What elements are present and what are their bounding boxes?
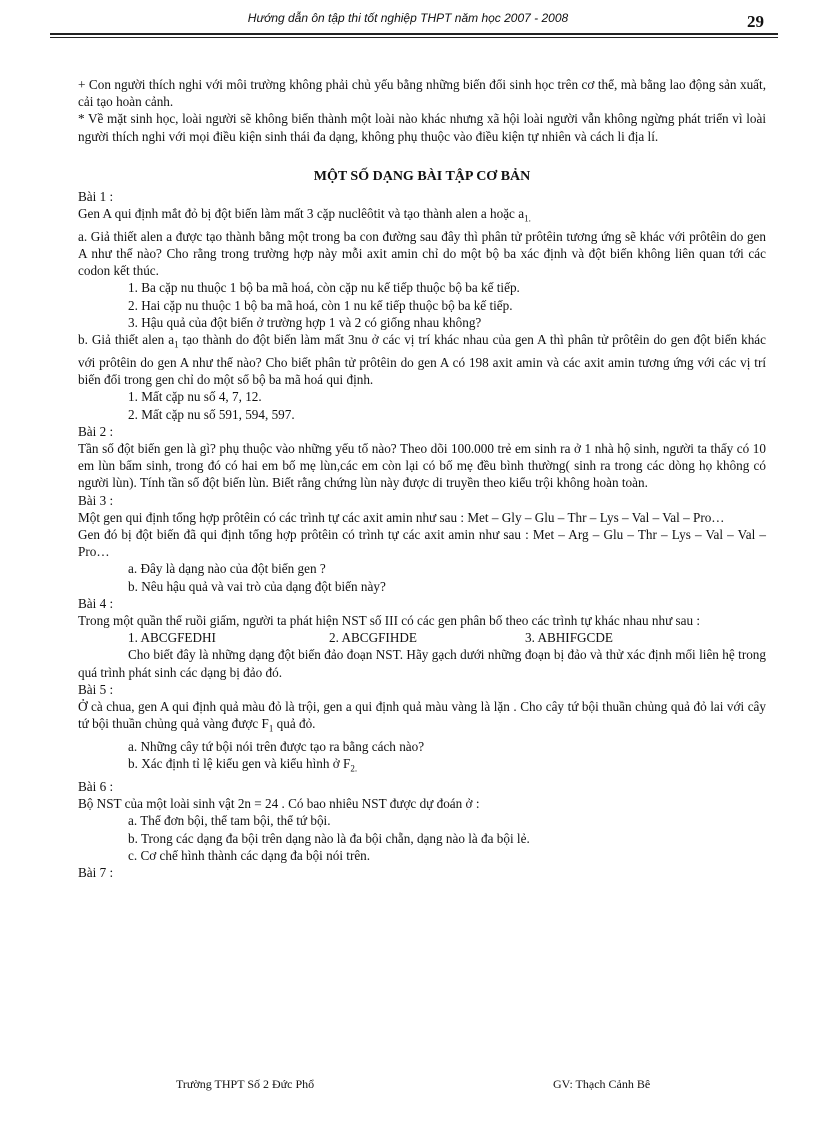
bai3-label: Bài 3 :: [78, 492, 114, 508]
bai1-b-item-1: 1. Mất cặp nu số 4, 7, 12.: [128, 389, 262, 405]
bai6-label: Bài 6 :: [78, 779, 114, 795]
bai2-text: Tần số đột biến gen là gì? phụ thuộc vào những yếu tố nào? Theo dõi 100.000 trẻ em sinh ra ở 1 nhà hộ sinh, người ta thấy có 10 em lùn bẩm sinh, trong đó có hai em bố mẹ lùn,các em còn lại có bố mẹ đều bình thường( sinh ra trong các dòng họ không có người lùn). Tính tần số đột biến lùn. Biết rằng chứng lùn này được di truyền theo kiểu trội không hoàn toàn.: [78, 440, 766, 491]
bai1-part-b: b. Giả thiết alen $a_1$ tạo thành do đột biến làm mất 3nu ở các vị trí khác nhau của gen A thì phân tử prôtêin do gen đột biến khác với prôtêin do gen A như thế nào? Cho biết phân tử prôtêin do gen A có 198 axit amin và các axit amin tương ứng với các vị trí biến đổi trong gen chỉ do một số bộ ba mã hoá qui định.: [78, 332, 766, 388]
bai6-item-b: b. Trong các dạng đa bội trên dạng nào là đa bội chẵn, dạng nào là đa bội lẻ.: [128, 830, 530, 846]
bai3-paragraph-2: Gen đó bị đột biến đã qui định tổng hợp prôtêin có trình tự các axit amin như sau : Met – Arg – Glu – Thr – Lys – Val – Val – Pro…: [78, 526, 766, 560]
footer-school: Trường THPT Số 2 Đức Phổ: [176, 1077, 315, 1091]
bai1-a-item-2: 2. Hai cặp nu thuộc 1 bộ ba mã hoá, còn 1 nu kế tiếp thuộc bộ ba kế tiếp.: [128, 297, 513, 313]
bai1-a-item-1: 1. Ba cặp nu thuộc 1 bộ ba mã hoá, còn cặp nu kế tiếp thuộc bộ ba kế tiếp.: [128, 280, 520, 296]
bai1-intro: Gen A qui định mắt đỏ bị đột biến làm mất 3 cặp nuclêôtit và tạo thành alen a hoặc $a_{1.}$: [78, 206, 531, 224]
bai7-label: Bài 7 :: [78, 865, 114, 881]
header-rule-thin: [50, 37, 778, 38]
bai3-item-a: a. Đây là dạng nào của đột biến gen ?: [128, 561, 326, 577]
sequence-3: 3. ABHIFGCDE: [525, 630, 613, 646]
bai1-a-item-3: 3. Hậu quả của đột biến ở trường hợp 1 và 2 có giống nhau không?: [128, 314, 482, 330]
spacer: [78, 145, 766, 168]
page-number: 29: [747, 12, 764, 31]
footer-teacher: GV: Thạch Cảnh Bê: [553, 1077, 651, 1091]
bai6-item-a: a. Thể đơn bội, thể tam bội, thể tứ bội.: [128, 813, 331, 829]
bai1-label: Bài 1 :: [78, 188, 114, 204]
sequence-1: 1. ABCGFEDHI: [128, 630, 216, 646]
bai1-part-a: a. Giả thiết alen a được tạo thành bằng một trong ba con đường sau đây thì phân tử prôtêin tương ứng sẽ khác với prôtêin do gen A như thế nào? Cho rằng trong trường hợp này mỗi axit amin chỉ do một bộ ba xác định và đột biến không liên quan tới các codon kết thúc.: [78, 228, 766, 279]
bai5-text: Ở cà chua, gen A qui định quả màu đỏ là trội, gen a qui định quả màu vàng là lặn . Cho cây tứ bội thuần chủng quả đỏ lai với cây tứ bội thuần chủng quả vàng được $F_1$ quả đỏ.: [78, 698, 766, 734]
header-rule-thick: [50, 33, 778, 35]
bai5-label: Bài 5 :: [78, 681, 114, 697]
bai6-item-c: c. Cơ chế hình thành các dạng đa bội nói trên.: [128, 847, 371, 863]
section-title: MỘT SỐ DẠNG BÀI TẬP CƠ BẢN: [313, 168, 531, 184]
bai4-sequences: [78, 629, 766, 646]
bai4-text: Trong một quần thể ruồi giấm, người ta phát hiện NST số III có các gen phân bố theo các trình tự khác nhau như sau :: [78, 612, 701, 628]
document-body: [78, 76, 766, 881]
bai2-label: Bài 2 :: [78, 423, 114, 439]
bai5-item-a: a. Những cây tứ bội nói trên được tạo ra bằng cách nào?: [128, 739, 425, 755]
bai1-b-item-2: 2. Mất cặp nu số 591, 594, 597.: [128, 406, 295, 422]
sequence-2: 2. ABCGFIHDE: [329, 630, 417, 646]
bai3-item-b: b. Nêu hậu quả và vai trò của dạng đột biến này?: [128, 578, 386, 594]
bai5-item-b: b. Xác định tỉ lệ kiểu gen và kiểu hình ở $F_{2.}$: [128, 756, 358, 774]
bai4-label: Bài 4 :: [78, 595, 114, 611]
header-title: Hướng dẫn ôn tập thi tốt nghiệp THPT năm học 2007 - 2008: [247, 11, 569, 25]
intro-paragraph-2: * Về mặt sinh học, loài người sẽ không biến thành một loài nào khác nhưng xã hội loài người vẫn không ngừng phát triển vì loài người thích nghi với mọi điều kiện sinh thái đa dạng, không phụ thuộc vào điều kiện tự nhiên và cách li địa lí.: [78, 111, 766, 144]
bai4-paragraph-2: Cho biết đây là những dạng đột biến đảo đoạn NST. Hãy gạch dưới những đoạn bị đảo và thử xác định mối liên hệ trong quá trình phát sinh các dạng bị đảo đó.: [78, 647, 766, 680]
bai3-paragraph-1: Một gen qui định tổng hợp prôtêin có các trình tự các axit amin như sau : Met – Gly – Glu – Thr – Lys – Val – Val – Pro…: [78, 509, 725, 525]
intro-paragraph-1: + Con người thích nghi với môi trường không phải chủ yếu bằng những biến đổi sinh học trên cơ thể, mà bằng lao động sản xuất, cải tạo hoàn cảnh.: [78, 77, 766, 110]
bai6-text: Bộ NST của một loài sinh vật 2n = 24 . Có bao nhiêu NST được dự đoán ở :: [78, 796, 480, 812]
